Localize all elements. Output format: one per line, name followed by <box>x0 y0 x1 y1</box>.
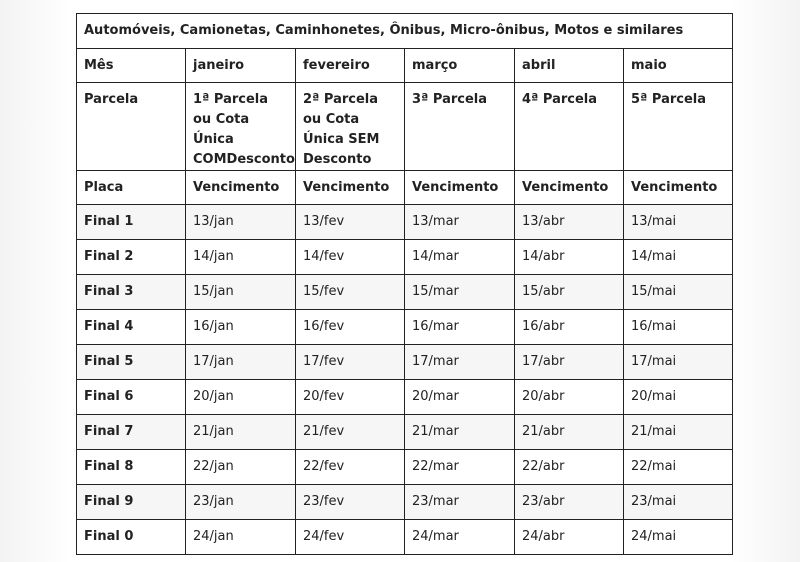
month-cell: março <box>405 49 515 83</box>
due-date-cell: 21/abr <box>515 415 624 450</box>
due-date-cell: 21/fev <box>296 415 405 450</box>
due-date-cell: 16/abr <box>515 310 624 345</box>
ipva-schedule-table <box>76 13 733 555</box>
due-date-cell: 15/abr <box>515 275 624 310</box>
due-date-cell: 20/fev <box>296 380 405 415</box>
due-date-cell: 15/fev <box>296 275 405 310</box>
table-row <box>77 275 733 310</box>
due-date-cell: 23/jan <box>186 485 296 520</box>
due-date-cell: 24/mar <box>405 520 515 555</box>
title-row <box>77 14 733 49</box>
due-date-cell: 22/mar <box>405 450 515 485</box>
month-row <box>77 49 733 83</box>
plate-final-cell: Final 8 <box>77 450 186 485</box>
due-date-cell: 14/fev <box>296 240 405 275</box>
due-date-cell: 24/mai <box>624 520 733 555</box>
due-date-cell: 23/mar <box>405 485 515 520</box>
due-date-cell: 16/mai <box>624 310 733 345</box>
table-row <box>77 240 733 275</box>
due-date-cell: 24/abr <box>515 520 624 555</box>
due-date-cell: 16/jan <box>186 310 296 345</box>
due-date-cell: 20/jan <box>186 380 296 415</box>
table-row <box>77 520 733 555</box>
due-date-cell: 16/fev <box>296 310 405 345</box>
due-date-cell: 24/fev <box>296 520 405 555</box>
month-cell: janeiro <box>186 49 296 83</box>
month-cell: fevereiro <box>296 49 405 83</box>
due-date-header: Vencimento <box>186 171 296 205</box>
due-date-header: Vencimento <box>515 171 624 205</box>
due-date-cell: 17/mai <box>624 345 733 380</box>
due-date-cell: 13/jan <box>186 205 296 240</box>
plate-final-cell: Final 7 <box>77 415 186 450</box>
due-date-cell: 22/abr <box>515 450 624 485</box>
due-date-cell: 17/mar <box>405 345 515 380</box>
table-row <box>77 380 733 415</box>
table-row <box>77 450 733 485</box>
plate-final-cell: Final 2 <box>77 240 186 275</box>
due-date-header: Vencimento <box>405 171 515 205</box>
due-date-cell: 20/mai <box>624 380 733 415</box>
plate-final-cell: Final 6 <box>77 380 186 415</box>
table-row <box>77 205 733 240</box>
due-date-cell: 13/fev <box>296 205 405 240</box>
due-date-cell: 20/abr <box>515 380 624 415</box>
installment-cell: 2ª Parcela ou Cota Única SEM Desconto <box>296 83 405 171</box>
due-date-cell: 21/mai <box>624 415 733 450</box>
table-row <box>77 345 733 380</box>
due-date-cell: 24/jan <box>186 520 296 555</box>
installment-label: Parcela <box>77 83 186 171</box>
installment-cell: 1ª Parcela ou Cota Única COMDesconto <box>186 83 296 171</box>
due-date-cell: 14/jan <box>186 240 296 275</box>
due-date-cell: 17/abr <box>515 345 624 380</box>
due-date-cell: 23/abr <box>515 485 624 520</box>
plate-final-cell: Final 5 <box>77 345 186 380</box>
due-date-cell: 15/jan <box>186 275 296 310</box>
due-date-cell: 17/fev <box>296 345 405 380</box>
due-date-cell: 17/jan <box>186 345 296 380</box>
due-date-cell: 22/fev <box>296 450 405 485</box>
due-date-cell: 22/mai <box>624 450 733 485</box>
installment-cell: 3ª Parcela <box>405 83 515 171</box>
due-date-header: Vencimento <box>624 171 733 205</box>
due-date-cell: 15/mai <box>624 275 733 310</box>
due-date-cell: 22/jan <box>186 450 296 485</box>
due-date-cell: 15/mar <box>405 275 515 310</box>
month-label: Mês <box>77 49 186 83</box>
due-date-cell: 13/mai <box>624 205 733 240</box>
table-title: Automóveis, Camionetas, Caminhonetes, Ônibus, Micro-ônibus, Motos e similares <box>77 14 733 49</box>
due-date-cell: 16/mar <box>405 310 515 345</box>
month-cell: abril <box>515 49 624 83</box>
due-date-header: Vencimento <box>296 171 405 205</box>
table-row <box>77 415 733 450</box>
due-date-cell: 13/mar <box>405 205 515 240</box>
due-date-cell: 14/mai <box>624 240 733 275</box>
plate-final-cell: Final 3 <box>77 275 186 310</box>
plate-final-cell: Final 9 <box>77 485 186 520</box>
plate-final-cell: Final 0 <box>77 520 186 555</box>
month-cell: maio <box>624 49 733 83</box>
due-date-cell: 23/fev <box>296 485 405 520</box>
table-body <box>77 14 733 555</box>
due-date-cell: 23/mai <box>624 485 733 520</box>
due-date-cell: 21/jan <box>186 415 296 450</box>
due-date-cell: 21/mar <box>405 415 515 450</box>
plate-label: Placa <box>77 171 186 205</box>
plate-header-row <box>77 171 733 205</box>
plate-final-cell: Final 1 <box>77 205 186 240</box>
due-date-cell: 14/mar <box>405 240 515 275</box>
installment-cell: 5ª Parcela <box>624 83 733 171</box>
due-date-cell: 20/mar <box>405 380 515 415</box>
installment-row <box>77 83 733 171</box>
table-row <box>77 485 733 520</box>
plate-final-cell: Final 4 <box>77 310 186 345</box>
installment-cell: 4ª Parcela <box>515 83 624 171</box>
due-date-cell: 13/abr <box>515 205 624 240</box>
table-row <box>77 310 733 345</box>
due-date-cell: 14/abr <box>515 240 624 275</box>
